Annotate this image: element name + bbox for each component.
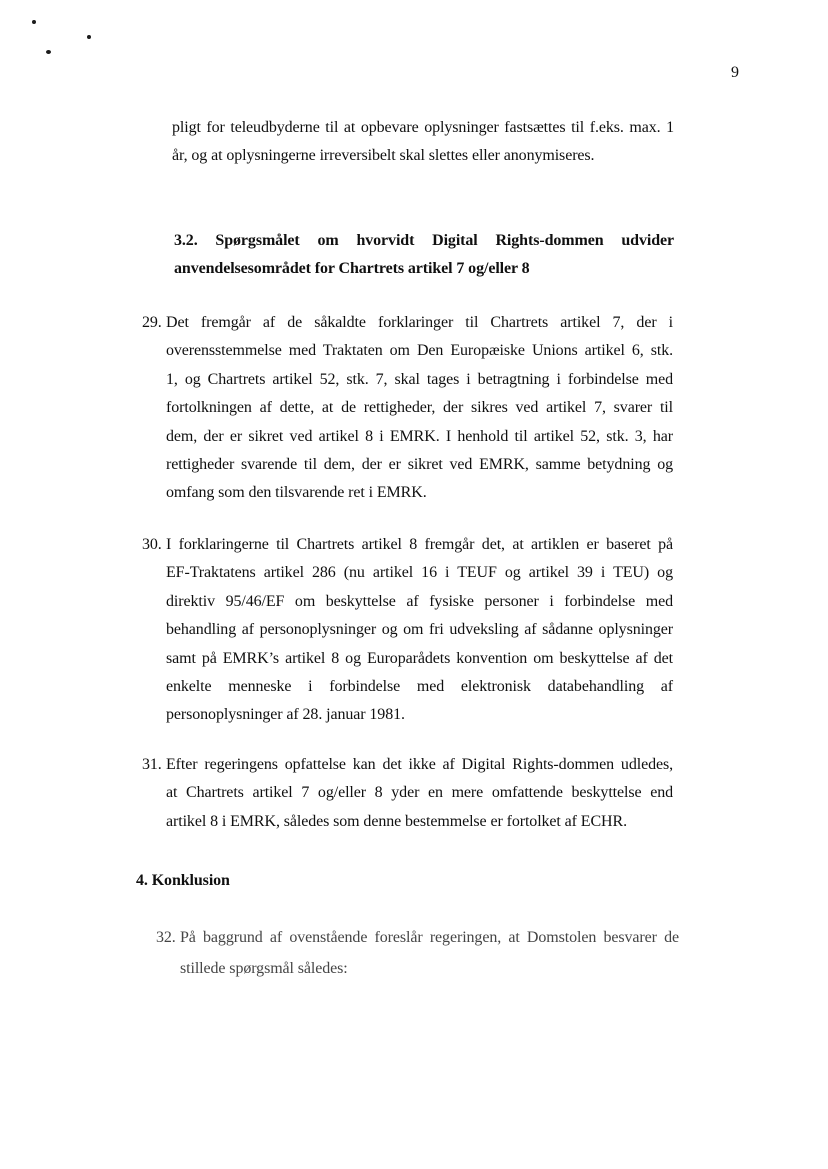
section-heading-3-2 [174, 227, 674, 284]
text-line: omfang som den tilsvarende ret i EMRK. [166, 484, 427, 502]
text-line: stillede spørgsmål således: [180, 960, 348, 977]
paragraph-body [166, 751, 673, 836]
text-line: pligt for teleudbyderne til at opbevare oplysninger fastsættes til f.eks. max. 1 [172, 119, 674, 136]
numbered-paragraph-30 [142, 531, 673, 730]
text-line: I forklaringerne til Chartrets artikel 8 fremgår det, at artiklen er baseret på [166, 536, 673, 553]
text-line: år, og at oplysningerne irreversibelt skal slettes eller anonymiseres. [172, 147, 595, 165]
text-line: fortolkningen af dette, at de rettigheder, der sikres ved artikel 7, svarer til [166, 399, 673, 417]
text-line: dem, der er sikret ved artikel 8 i EMRK. I henhold til artikel 52, stk. 3, har [166, 427, 673, 445]
text-line: at Chartrets artikel 7 og/eller 8 yder en mere omfattende beskyttelse end [166, 784, 673, 802]
numbered-paragraph-29 [142, 309, 673, 508]
text-line: EF-Traktatens artikel 286 (nu artikel 16 i TEUF og artikel 39 i TEU) og [166, 564, 673, 582]
paragraph-body [180, 922, 679, 984]
text-line: artikel 8 i EMRK, således som denne bestemmelse er fortolket af ECHR. [166, 812, 627, 830]
text-line: behandling af personoplysninger og om fri udveksling af sådanne oplysninger [166, 621, 673, 639]
section-heading-4 [136, 867, 536, 895]
text-line: direktiv 95/46/EF om beskyttelse af fysiske personer i forbindelse med [166, 592, 673, 610]
heading-line: anvendelsesområdet for Chartrets artikel 7 og/eller 8 [174, 260, 530, 278]
paragraph-body [166, 531, 673, 730]
paragraph-number: 32. [156, 929, 176, 946]
paragraph-number: 30. [142, 536, 162, 553]
text-line: samt på EMRK’s artikel 8 og Europarådets konvention om beskyttelse af det [166, 649, 673, 667]
text-line: Det fremgår af de såkaldte forklaringer til Chartrets artikel 7, der i [166, 314, 673, 331]
heading-line: 4. Konklusion [136, 872, 230, 889]
ink-speck [87, 35, 91, 39]
heading-line: 3.2. Spørgsmålet om hvorvidt Digital Rights-dommen udvider [174, 232, 674, 249]
text-line: 1, og Chartrets artikel 52, stk. 7, skal tages i betragtning i forbindelse med [166, 370, 673, 388]
paragraph-number: 31. [142, 756, 162, 773]
ink-speck [32, 20, 36, 24]
page-number: 9 [731, 64, 739, 81]
text-line: Efter regeringens opfattelse kan det ikke af Digital Rights-dommen udledes, [166, 756, 673, 773]
text-line: På baggrund af ovenstående foreslår regeringen, at Domstolen besvarer de [180, 929, 679, 946]
text-line: overensstemmelse med Traktaten om Den Europæiske Unions artikel 6, stk. [166, 342, 673, 360]
numbered-paragraph-32 [156, 922, 679, 984]
ink-speck [46, 50, 51, 54]
numbered-paragraph-31 [142, 751, 673, 836]
text-line: rettigheder svarende til dem, der er sikret ved EMRK, samme betydning og [166, 456, 673, 474]
text-line: personoplysninger af 28. januar 1981. [166, 706, 405, 724]
text-line: enkelte menneske i forbindelse med elektronisk databehandling af [166, 678, 673, 696]
paragraph-number: 29. [142, 314, 162, 331]
paragraph-continuation [172, 114, 674, 171]
paragraph-body [166, 309, 673, 508]
